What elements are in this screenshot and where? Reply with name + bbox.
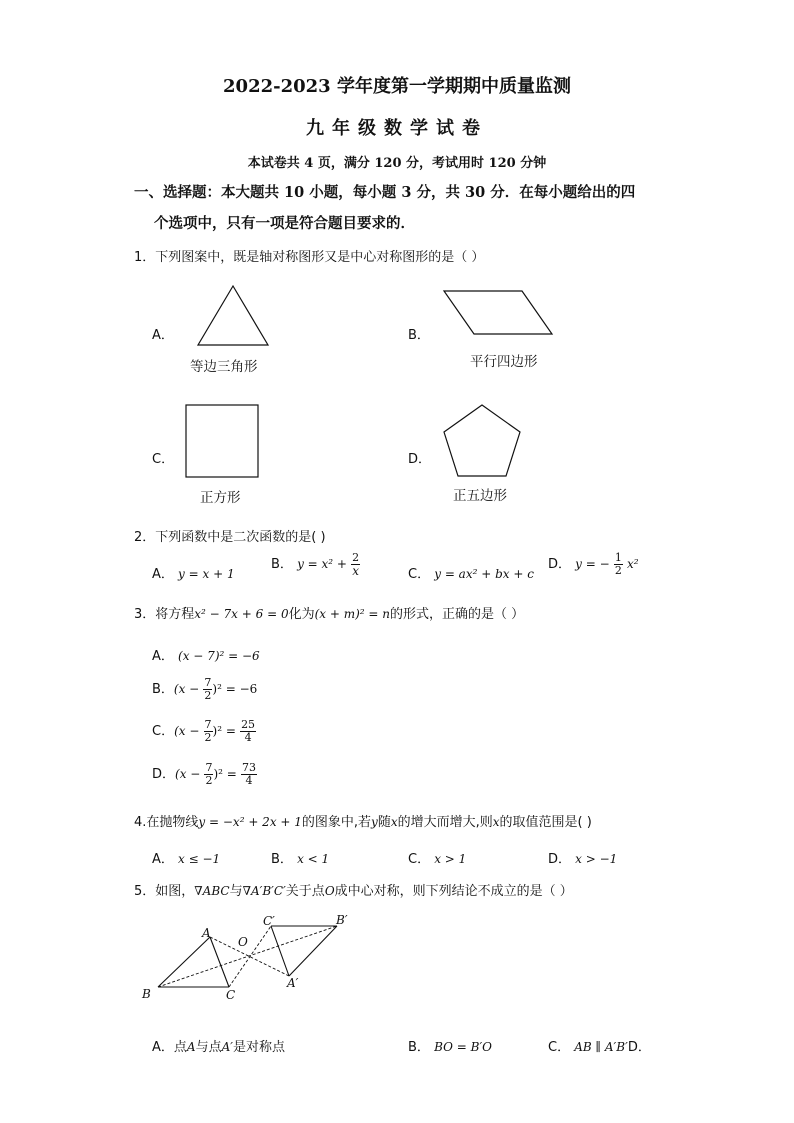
central-symmetry-figure — [130, 905, 360, 1005]
q4-option-b-formula: x < 1 — [297, 852, 330, 866]
q2-option-b-fraction — [351, 552, 360, 577]
q2-option-b-formula: y = x² + — [297, 557, 347, 571]
square-figure — [185, 404, 259, 478]
q3-stem-part1: 3．将方程 — [134, 607, 195, 622]
q2-option-b-label: B． — [271, 557, 293, 572]
q3-c-num-left: 7 — [204, 718, 212, 731]
q4-stem-part5: 的取值范围是( ) — [499, 815, 592, 830]
question-5-stem — [134, 880, 573, 899]
q4-option-d-formula: x > −1 — [575, 852, 618, 866]
q3-d-den-right: 4 — [245, 774, 253, 787]
question-4-stem — [134, 811, 592, 830]
q3-option-d — [152, 762, 257, 787]
q4-stem-x2: x — [492, 815, 500, 829]
q2-b-numerator: 2 — [352, 551, 360, 564]
q4-option-a — [152, 848, 220, 867]
q4-option-c-formula: x > 1 — [434, 852, 467, 866]
q3-stem-part3: 的形式，正确的是（ ） — [390, 607, 525, 622]
q2-option-c-formula: y = ax² + bx + c — [434, 567, 534, 581]
point-label-o: O — [238, 935, 248, 949]
q5-stem-part4: 成中心对称，则下列结论不成立的是（ ） — [334, 884, 573, 899]
q5-stem-triangle2: ∇A′B′C′ — [242, 884, 286, 898]
q4-option-d-label: D． — [548, 852, 572, 867]
q5-option-a-point-prime: A′ — [221, 1040, 233, 1054]
q5-option-c-label: C． — [548, 1040, 571, 1055]
q2-option-a — [152, 563, 235, 582]
q3-b-num: 7 — [204, 676, 212, 689]
q2-option-d-formula-pre: y = − — [575, 557, 610, 571]
q4-stem-part3: 随 — [377, 815, 391, 830]
q4-stem-part2: 的图象中,若 — [301, 815, 372, 830]
q3-c-x-minus: (x − — [174, 724, 200, 738]
q3-c-sq-eq: )² = — [212, 724, 236, 738]
q2-option-a-formula: y = x + 1 — [178, 567, 235, 581]
q2-option-d-label: D． — [548, 557, 572, 572]
q3-option-b — [152, 677, 257, 702]
q5-option-b — [408, 1036, 492, 1055]
q5-stem-part2: 与 — [229, 884, 243, 899]
dashed-c-c2 — [229, 926, 271, 987]
q4-option-b — [271, 848, 329, 867]
q3-d-num-left: 7 — [205, 761, 213, 774]
q4-option-c — [408, 848, 466, 867]
q3-d-x-minus: (x − — [175, 767, 201, 781]
q2-d-numerator: 1 — [614, 551, 622, 564]
parallelogram-figure — [443, 290, 555, 336]
q4-option-b-label: B． — [271, 852, 293, 867]
q4-option-d — [548, 848, 617, 867]
question-1-stem: 1．下列图案中，既是轴对称图形又是中心对称图形的是（ ） — [134, 250, 485, 265]
point-label-c: C — [226, 988, 236, 1002]
q3-stem-form: (x + m)² = n — [314, 607, 391, 621]
q3-option-a-formula: (x − 7)² = −6 — [178, 649, 260, 663]
point-label-c-prime: C′ — [263, 914, 275, 928]
q5-option-a-label: A． — [152, 1040, 174, 1055]
q5-option-a-part3: 是对称点 — [233, 1040, 286, 1055]
point-label-b-prime: B′ — [336, 913, 348, 927]
exam-subtitle: 九年级数学试卷 — [306, 118, 488, 139]
point-label-a: A — [202, 926, 211, 940]
q3-option-b-label: B． — [152, 682, 174, 697]
section-heading-line2: 个选项中，只有一项是符合题目要求的． — [154, 215, 415, 232]
q5-option-a-part2: 与点 — [195, 1040, 222, 1055]
point-label-a-prime: A′ — [287, 976, 299, 990]
q3-b-x-minus: (x − — [173, 682, 200, 696]
question-3-stem — [134, 603, 524, 622]
q2-option-d-fraction — [614, 552, 623, 577]
q1-option-b-label: B． — [408, 328, 430, 343]
q5-stem-o: O — [324, 884, 335, 898]
q3-b-den: 2 — [204, 689, 212, 702]
question-2-stem: 2．下列函数中是二次函数的是( ) — [134, 530, 326, 545]
q1-option-a-label: A． — [152, 328, 174, 343]
q4-stem-y: y — [371, 815, 378, 829]
q3-c-den-right: 4 — [244, 731, 252, 744]
q2-option-a-label: A． — [152, 567, 174, 582]
q5-option-b-label: B． — [408, 1040, 430, 1055]
q5-option-c — [548, 1036, 651, 1055]
q3-option-a-label: A． — [152, 649, 174, 664]
q1-caption-a: 等边三角形 — [190, 359, 258, 375]
q1-caption-d: 正五边形 — [453, 488, 507, 504]
q5-option-c-formula: AB ∥ A′B′ — [574, 1040, 628, 1054]
q1-option-d-label: D． — [408, 452, 432, 467]
q2-option-d — [548, 552, 639, 577]
q3-c-den-left: 2 — [204, 731, 212, 744]
point-label-b: B — [142, 987, 151, 1001]
q4-stem-equation: y = −x² + 2x + 1 — [198, 815, 302, 829]
q5-option-b-formula: BO = B′O — [434, 1040, 493, 1054]
exam-info: 本试卷共 4 页，满分 120 分，考试用时 120 分钟 — [247, 156, 547, 171]
equilateral-triangle-figure — [196, 285, 270, 347]
q3-option-c — [152, 719, 256, 744]
q1-caption-b: 平行四边形 — [470, 354, 538, 370]
q2-option-c — [408, 563, 534, 582]
q5-stem-part1: 5．如图， — [134, 884, 195, 899]
q3-c-fraction-left — [204, 719, 213, 744]
q3-option-c-label: C． — [152, 724, 175, 739]
q3-stem-part2: 化为 — [288, 607, 315, 622]
q3-d-den-left: 2 — [205, 774, 213, 787]
segment-b2a2 — [289, 926, 337, 976]
q2-b-denominator: x — [352, 564, 360, 578]
q4-stem-part1: 4.在抛物线 — [134, 815, 199, 830]
q1-option-c-label: C． — [152, 452, 175, 467]
regular-pentagon-figure — [443, 404, 523, 478]
q3-c-fraction-right — [240, 719, 256, 744]
q3-c-num-right: 25 — [241, 718, 256, 731]
q5-option-a-point: A — [186, 1040, 196, 1054]
q5-option-a — [152, 1036, 285, 1055]
q3-stem-equation: x² − 7x + 6 = 0 — [194, 607, 289, 621]
q5-stem-part3: 关于点 — [285, 884, 325, 899]
q3-b-rhs: )² = −6 — [212, 682, 258, 696]
q3-option-d-label: D． — [152, 767, 176, 782]
exam-title: 2022-2023 学年度第一学期期中质量监测 — [223, 76, 571, 97]
q5-stem-triangle1: ∇ABC — [194, 884, 230, 898]
q5-option-a-part1: 点 — [173, 1040, 187, 1055]
q3-d-sq-eq: )² = — [213, 767, 237, 781]
q4-stem-x: x — [390, 815, 398, 829]
q2-option-b — [271, 552, 360, 577]
q3-d-num-right: 73 — [242, 761, 256, 774]
q2-option-c-label: C． — [408, 567, 431, 582]
q2-option-d-formula-post: x² — [626, 557, 639, 571]
segment-ab — [158, 937, 210, 987]
q1-caption-c: 正方形 — [200, 490, 241, 506]
q4-option-a-formula: x ≤ −1 — [178, 852, 221, 866]
q4-option-a-label: A． — [152, 852, 174, 867]
q4-option-c-label: C． — [408, 852, 431, 867]
q3-option-a — [152, 645, 260, 664]
q5-option-d-label: D． — [627, 1040, 651, 1055]
section-heading-line1: 一、选择题：本大题共 10 小题，每小题 3 分，共 30 分．在每小题给出的四 — [134, 184, 636, 201]
q2-d-denominator: 2 — [614, 564, 622, 577]
q4-stem-part4: 的增大而增大,则 — [397, 815, 493, 830]
q3-d-fraction-right — [241, 762, 257, 787]
